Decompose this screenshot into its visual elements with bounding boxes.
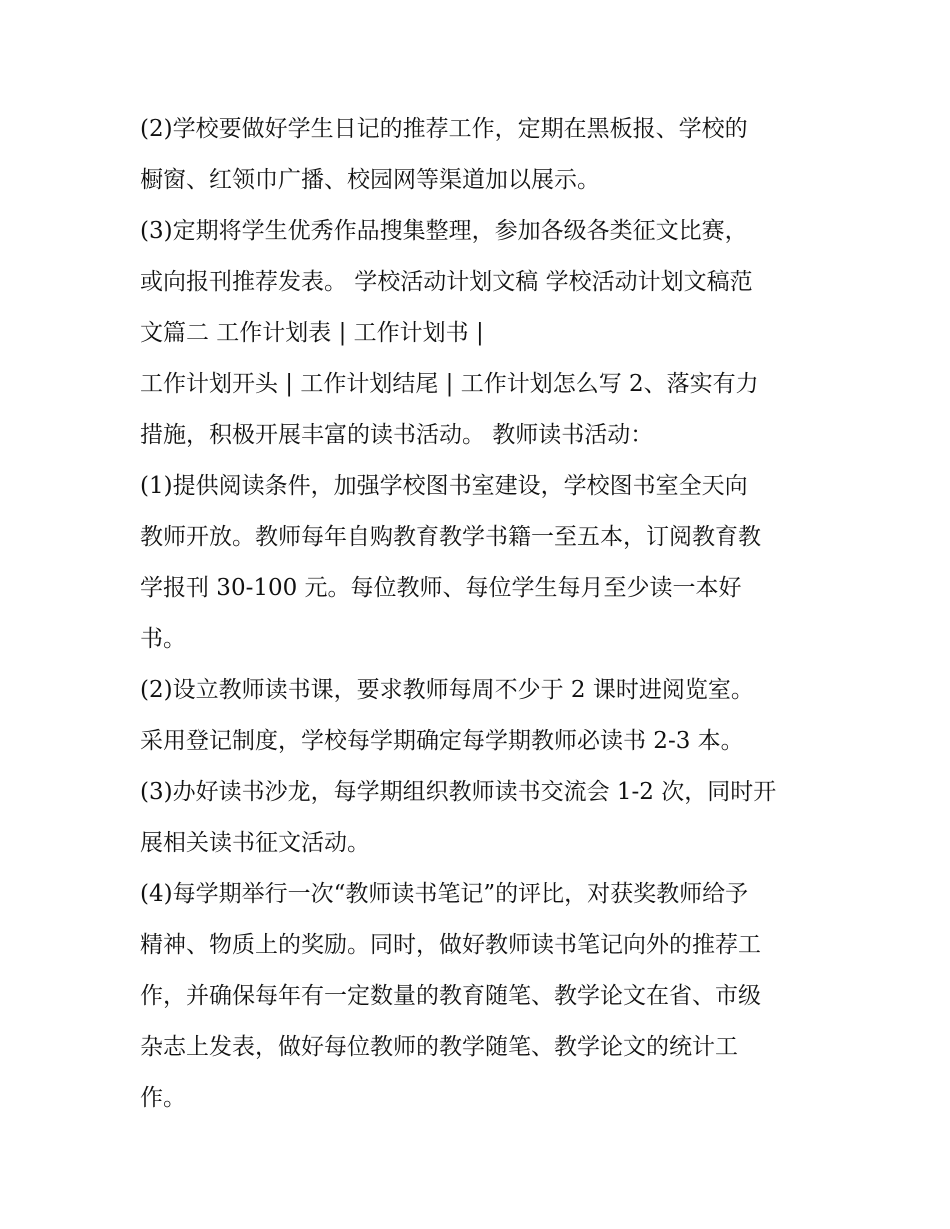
text-line: 作，并确保每年有一定数量的教育随笔、教学论文在省、市级 <box>140 983 761 1009</box>
document-body <box>140 104 830 1124</box>
text-line: 杂志上发表，做好每位教师的教学随笔、教学论文的统计工 <box>140 1034 738 1060</box>
text-line: 橱窗、红领巾广播、校园网等渠道加以展示。 <box>140 167 600 193</box>
text-line: 措施，积极开展丰富的读书活动。 教师读书活动： <box>140 422 654 448</box>
text-line: 或向报刊推荐发表。 学校活动计划文稿 学校活动计划文稿范 <box>140 269 753 295</box>
text-line: 精神、物质上的奖励。同时，做好教师读书笔记向外的推荐工 <box>140 932 761 958</box>
text-line: (1)提供阅读条件，加强学校图书室建设，学校图书室全天向 <box>140 473 748 499</box>
text-line: 采用登记制度，学校每学期确定每学期教师必读书 2-3 本。 <box>140 728 744 754</box>
text-line: (3)办好读书沙龙，每学期组织教师读书交流会 1-2 次，同时开 <box>140 779 777 805</box>
text-line: 文篇二 工作计划表 | 工作计划书 | <box>140 320 484 346</box>
text-line: 学报刊 30-100 元。每位教师、每位学生每月至少读一本好 <box>140 575 742 601</box>
text-line: (4)每学期举行一次“教师读书笔记”的评比，对获奖教师给予 <box>140 881 749 907</box>
text-line: (2)学校要做好学生日记的推荐工作，定期在黑板报、学校的 <box>140 116 748 142</box>
text-line: 工作计划开头 | 工作计划结尾 | 工作计划怎么写 2、落实有力 <box>140 371 759 397</box>
text-line: 书。 <box>140 626 186 652</box>
text-line: 展相关读书征文活动。 <box>140 830 370 856</box>
text-line: 教师开放。教师每年自购教育教学书籍一至五本，订阅教育教 <box>140 524 761 550</box>
text-line: (3)定期将学生优秀作品搜集整理，参加各级各类征文比赛， <box>140 218 748 244</box>
text-line: 作。 <box>140 1085 186 1111</box>
text-line: (2)设立教师读书课，要求教师每周不少于 2 课时进阅览室。 <box>140 677 754 703</box>
